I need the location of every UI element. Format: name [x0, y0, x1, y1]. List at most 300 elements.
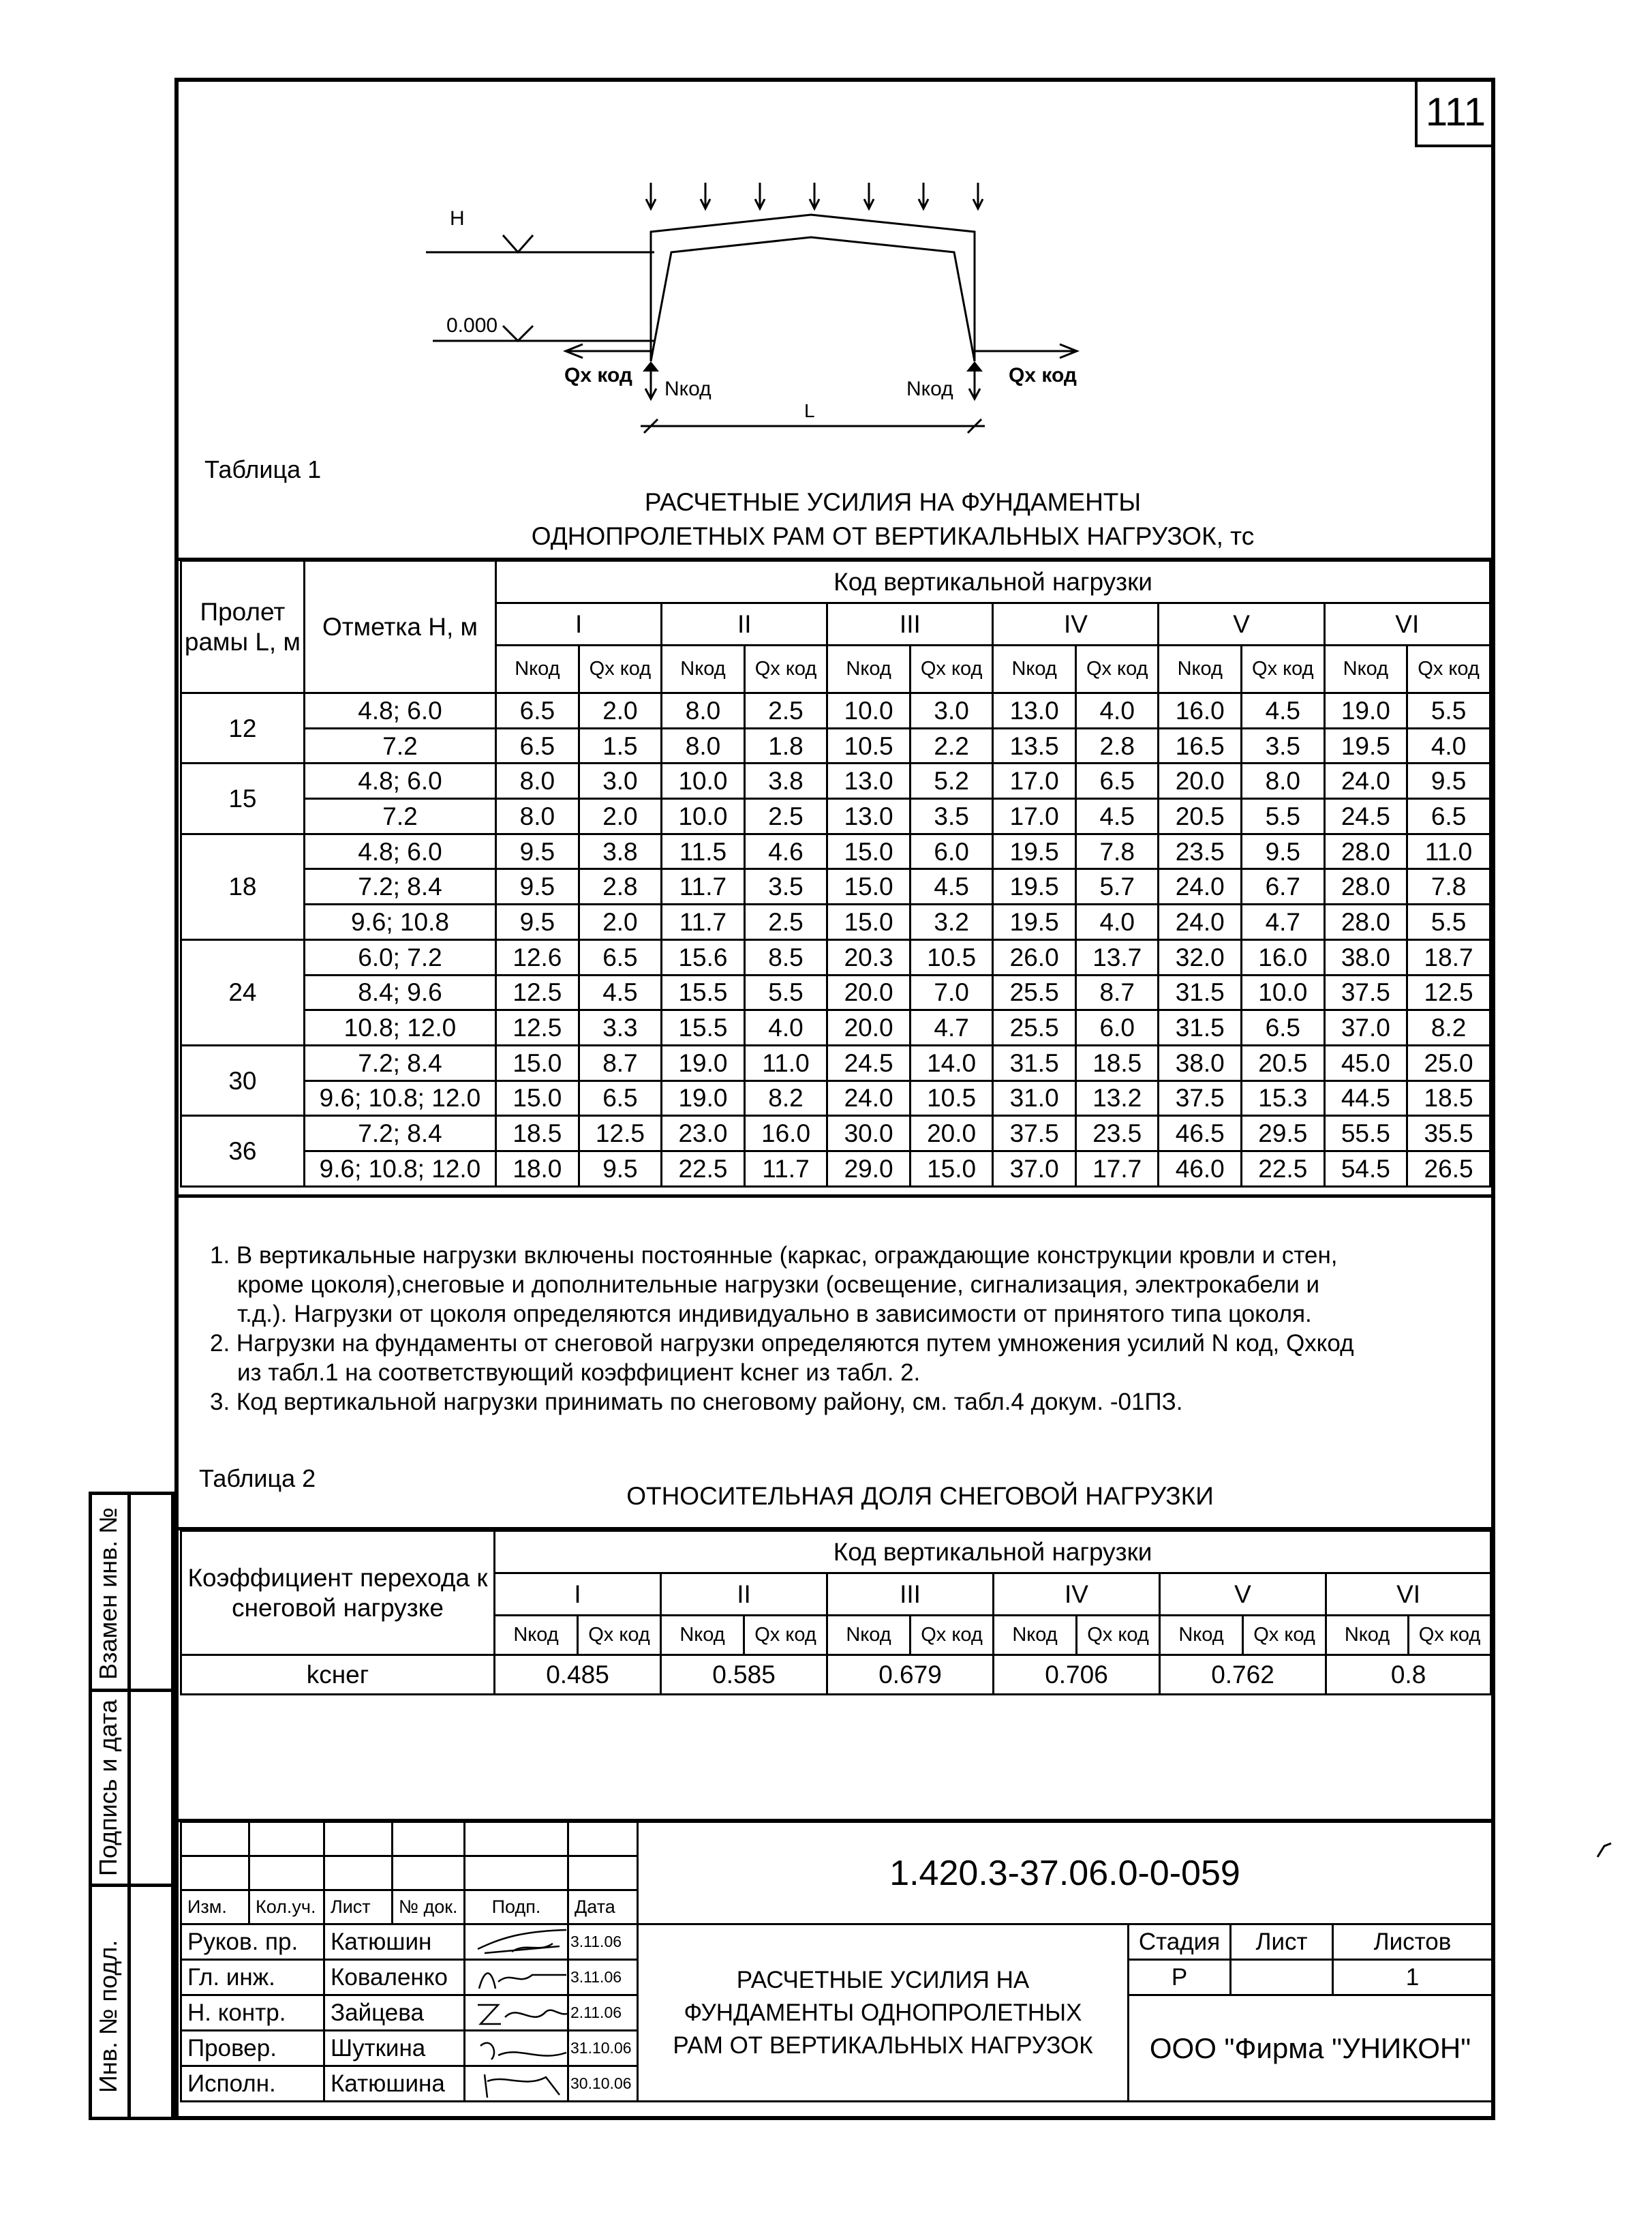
value-cell: 5.5 — [744, 975, 827, 1010]
value-cell: 25.5 — [993, 975, 1076, 1010]
table1-title: РАСЧЕТНЫЕ УСИЛИЯ НА ФУНДАМЕНТЫ ОДНОПРОЛЕТНЫХ РАМ ОТ ВЕРТИКАЛЬНЫХ НАГРУЗОК, тс — [531, 488, 1255, 550]
value-cell: 3.5 — [1242, 728, 1325, 764]
value-cell: 4.5 — [1075, 799, 1159, 834]
label-n-right: Nкод — [906, 378, 953, 400]
sheet-head: Лист — [1231, 1924, 1333, 1960]
value-cell: 2.0 — [579, 799, 662, 834]
value-cell: 6.0 — [1075, 1010, 1159, 1046]
value-cell: 10.0 — [662, 764, 745, 799]
table1-label: Таблица 1 — [204, 455, 322, 483]
value-cell: 19.0 — [662, 1081, 745, 1116]
sub-header-qx: Qx код — [911, 1616, 994, 1655]
value-cell: 16.5 — [1159, 728, 1242, 764]
table-row — [181, 693, 1490, 729]
value-cell: 19.5 — [993, 905, 1076, 940]
value-cell: 28.0 — [1324, 834, 1407, 869]
k-snow-value: 0.706 — [994, 1655, 1160, 1695]
value-cell: 1.8 — [744, 728, 827, 764]
value-cell: 20.0 — [1159, 764, 1242, 799]
person-name: Зайцева — [324, 1995, 465, 2031]
drawing-title: РАСЧЕТНЫЕ УСИЛИЯ НА ФУНДАМЕНТЫ ОДНОПРОЛЕТНЫХ РАМ ОТ ВЕРТИКАЛЬНЫХ НАГРУЗОК — [638, 1924, 1129, 2102]
sheet-number: 111 — [1415, 79, 1494, 147]
mark-cell: 6.0; 7.2 — [304, 939, 495, 975]
value-cell: 13.2 — [1075, 1081, 1159, 1116]
value-cell: 46.0 — [1159, 1151, 1242, 1186]
value-cell: 23.0 — [662, 1116, 745, 1151]
table-row — [181, 799, 1490, 834]
side-sign-date: Подпись и дата — [94, 1699, 122, 1876]
value-cell: 11.0 — [1407, 834, 1490, 869]
sign-date: 30.10.06 — [568, 2066, 638, 2102]
mark-cell: 7.2; 8.4 — [304, 869, 495, 905]
value-cell: 8.5 — [744, 939, 827, 975]
value-cell: 44.5 — [1324, 1081, 1407, 1116]
value-cell: 17.7 — [1075, 1151, 1159, 1186]
value-cell: 15.6 — [662, 939, 745, 975]
span-cell: 30 — [181, 1045, 305, 1115]
mark-cell: 7.2; 8.4 — [304, 1116, 495, 1151]
signature — [471, 1961, 568, 1994]
value-cell: 24.5 — [827, 1045, 911, 1081]
sub-header-n: Nкод — [827, 1616, 911, 1655]
value-cell: 6.5 — [579, 939, 662, 975]
value-cell: 10.0 — [1242, 975, 1325, 1010]
value-cell: 15.0 — [910, 1151, 993, 1186]
sub-header-n: Nкод — [993, 646, 1076, 693]
value-cell: 25.0 — [1407, 1045, 1490, 1081]
col-head: Дата — [568, 1890, 638, 1924]
load-arrow — [864, 183, 874, 209]
stage-value: Р — [1129, 1960, 1231, 1995]
value-cell: 5.7 — [1075, 869, 1159, 905]
sub-header-n: Nкод — [495, 1616, 578, 1655]
value-cell: 12.6 — [496, 939, 579, 975]
mark-cell: 10.8; 12.0 — [304, 1010, 495, 1046]
load-code: I — [496, 603, 662, 646]
sub-header-n: Nкод — [1324, 646, 1407, 693]
k-snow-label: kснег — [181, 1655, 495, 1695]
load-code: IV — [993, 603, 1159, 646]
value-cell: 5.5 — [1407, 693, 1490, 729]
label-qx-left: Qx код — [564, 364, 632, 387]
value-cell: 13.7 — [1075, 939, 1159, 975]
value-cell: 17.0 — [993, 764, 1076, 799]
sub-header-qx: Qx код — [1242, 646, 1325, 693]
person-name: Катюшин — [324, 1924, 465, 1960]
load-arrow — [755, 183, 765, 209]
value-cell: 19.5 — [993, 869, 1076, 905]
value-cell: 2.5 — [744, 905, 827, 940]
table-row — [181, 869, 1490, 905]
label-h: H — [450, 207, 465, 230]
load-arrow — [701, 183, 710, 209]
value-cell: 4.6 — [744, 834, 827, 869]
value-cell: 15.0 — [496, 1045, 579, 1081]
value-cell: 15.0 — [827, 869, 911, 905]
value-cell: 55.5 — [1324, 1116, 1407, 1151]
sub-header-n: Nкод — [1159, 646, 1242, 693]
value-cell: 31.5 — [1159, 975, 1242, 1010]
label-n-left: Nкод — [664, 378, 712, 400]
mark-cell: 8.4; 9.6 — [304, 975, 495, 1010]
value-cell: 11.5 — [662, 834, 745, 869]
value-cell: 16.0 — [1242, 939, 1325, 975]
value-cell: 12.5 — [496, 1010, 579, 1046]
value-cell: 3.5 — [744, 869, 827, 905]
value-cell: 10.5 — [910, 939, 993, 975]
value-cell: 8.0 — [496, 764, 579, 799]
load-code: V — [1159, 603, 1324, 646]
load-arrow — [810, 183, 819, 209]
value-cell: 5.5 — [1242, 799, 1325, 834]
load-code: I — [495, 1573, 661, 1616]
frame-diagram — [409, 170, 1125, 443]
value-cell: 9.5 — [1242, 834, 1325, 869]
value-cell: 46.5 — [1159, 1116, 1242, 1151]
mark-cell: 4.8; 6.0 — [304, 693, 495, 729]
span-cell: 24 — [181, 939, 305, 1045]
span-cell: 18 — [181, 834, 305, 939]
value-cell: 4.5 — [579, 975, 662, 1010]
value-cell: 13.0 — [827, 799, 911, 834]
value-cell: 9.5 — [496, 834, 579, 869]
load-arrow — [646, 183, 656, 209]
mark-cell: 9.6; 10.8 — [304, 905, 495, 940]
value-cell: 7.0 — [910, 975, 993, 1010]
value-cell: 2.2 — [910, 728, 993, 764]
load-code: VI — [1326, 1573, 1491, 1616]
value-cell: 3.3 — [579, 1010, 662, 1046]
value-cell: 8.0 — [1242, 764, 1325, 799]
label-span-l: L — [804, 400, 815, 421]
value-cell: 22.5 — [662, 1151, 745, 1186]
value-cell: 6.7 — [1242, 869, 1325, 905]
load-code: III — [827, 1573, 994, 1616]
value-cell: 20.3 — [827, 939, 911, 975]
side-replaced-inv: Взамен инв. № — [94, 1507, 122, 1680]
sub-header-qx: Qx код — [1407, 646, 1490, 693]
table-row — [181, 1116, 1490, 1151]
k-snow-value: 0.485 — [495, 1655, 661, 1695]
value-cell: 4.5 — [910, 869, 993, 905]
value-cell: 12.5 — [496, 975, 579, 1010]
value-cell: 6.5 — [1407, 799, 1490, 834]
value-cell: 4.0 — [1075, 905, 1159, 940]
value-cell: 37.0 — [993, 1151, 1076, 1186]
value-cell: 3.0 — [579, 764, 662, 799]
load-code-header: Код вертикальной нагрузки — [496, 561, 1490, 603]
value-cell: 7.8 — [1407, 869, 1490, 905]
sub-header-qx: Qx код — [1409, 1616, 1491, 1655]
value-cell: 15.5 — [662, 975, 745, 1010]
value-cell: 6.0 — [910, 834, 993, 869]
value-cell: 30.0 — [827, 1116, 911, 1151]
value-cell: 3.8 — [579, 834, 662, 869]
title-block — [180, 1821, 1493, 2102]
mark-cell: 4.8; 6.0 — [304, 764, 495, 799]
value-cell: 8.0 — [496, 799, 579, 834]
value-cell: 10.5 — [827, 728, 911, 764]
value-cell: 18.0 — [496, 1151, 579, 1186]
snow-share-table — [180, 1530, 1492, 1695]
side-inv-orig: Инв. № подл. — [94, 1939, 122, 2093]
value-cell: 8.0 — [662, 728, 745, 764]
value-cell: 23.5 — [1159, 834, 1242, 869]
sub-header-qx: Qx код — [1077, 1616, 1160, 1655]
value-cell: 23.5 — [1075, 1116, 1159, 1151]
role: Руков. пр. — [181, 1924, 324, 1960]
load-code: VI — [1324, 603, 1490, 646]
mark-cell: 4.8; 6.0 — [304, 834, 495, 869]
value-cell: 10.0 — [662, 799, 745, 834]
sign-date: 3.11.06 — [568, 1960, 638, 1995]
mark-cell: 9.6; 10.8; 12.0 — [304, 1151, 495, 1186]
value-cell: 11.7 — [662, 869, 745, 905]
value-cell: 2.8 — [579, 869, 662, 905]
signature — [471, 1997, 568, 2029]
col-head: Изм. — [181, 1890, 249, 1924]
value-cell: 4.0 — [744, 1010, 827, 1046]
role: Провер. — [181, 2031, 324, 2066]
value-cell: 8.7 — [579, 1045, 662, 1081]
sign-date: 2.11.06 — [568, 1995, 638, 2031]
value-cell: 18.5 — [1407, 1081, 1490, 1116]
value-cell: 37.0 — [1324, 1010, 1407, 1046]
value-cell: 29.0 — [827, 1151, 911, 1186]
value-cell: 4.0 — [1075, 693, 1159, 729]
value-cell: 9.5 — [496, 905, 579, 940]
value-cell: 31.5 — [1159, 1010, 1242, 1046]
label-qx-right: Qx код — [1009, 364, 1077, 387]
table-row — [181, 1151, 1490, 1186]
value-cell: 12.5 — [579, 1116, 662, 1151]
value-cell: 2.0 — [579, 693, 662, 729]
value-cell: 3.8 — [744, 764, 827, 799]
signature — [471, 1926, 568, 1959]
person-name: Коваленко — [324, 1960, 465, 1995]
sub-header-qx: Qx код — [578, 1616, 661, 1655]
value-cell: 6.5 — [1242, 1010, 1325, 1046]
span-cell: 15 — [181, 764, 305, 834]
value-cell: 15.0 — [496, 1081, 579, 1116]
value-cell: 35.5 — [1407, 1116, 1490, 1151]
note-line: 1. В вертикальные нагрузки включены постоянные (каркас, ограждающие конструкции кровли и стен, — [210, 1242, 1338, 1269]
sub-header-n: Nкод — [661, 1616, 744, 1655]
sub-header-qx: Qx код — [579, 646, 662, 693]
value-cell: 9.5 — [579, 1151, 662, 1186]
value-cell: 13.0 — [827, 764, 911, 799]
signature — [471, 2068, 568, 2100]
sub-header-qx: Qx код — [1243, 1616, 1326, 1655]
value-cell: 14.0 — [910, 1045, 993, 1081]
table-row — [181, 764, 1490, 799]
value-cell: 15.5 — [662, 1010, 745, 1046]
col-head: Подп. — [465, 1890, 568, 1924]
value-cell: 45.0 — [1324, 1045, 1407, 1081]
sign-date: 31.10.06 — [568, 2031, 638, 2066]
sub-header-n: Nкод — [1326, 1616, 1409, 1655]
value-cell: 8.7 — [1075, 975, 1159, 1010]
value-cell: 15.3 — [1242, 1081, 1325, 1116]
span-header: Пролет рамы L, м — [181, 561, 305, 693]
label-zero-level: 0.000 — [446, 314, 498, 337]
value-cell: 2.0 — [579, 905, 662, 940]
value-cell: 28.0 — [1324, 869, 1407, 905]
k-snow-value: 0.8 — [1326, 1655, 1491, 1695]
value-cell: 24.0 — [1159, 905, 1242, 940]
value-cell: 22.5 — [1242, 1151, 1325, 1186]
value-cell: 9.5 — [496, 869, 579, 905]
value-cell: 24.0 — [827, 1081, 911, 1116]
value-cell: 31.0 — [993, 1081, 1076, 1116]
note-line: из табл.1 на соответствующий коэффициент kснег из табл. 2. — [237, 1359, 921, 1386]
table2-title: ОТНОСИТЕЛЬНАЯ ДОЛЯ СНЕГОВОЙ НАГРУЗКИ — [626, 1482, 1214, 1510]
value-cell: 3.0 — [910, 693, 993, 729]
value-cell: 2.5 — [744, 693, 827, 729]
value-cell: 20.5 — [1159, 799, 1242, 834]
value-cell: 11.7 — [744, 1151, 827, 1186]
value-cell: 20.0 — [910, 1116, 993, 1151]
value-cell: 12.5 — [1407, 975, 1490, 1010]
role: Гл. инж. — [181, 1960, 324, 1995]
value-cell: 15.0 — [827, 834, 911, 869]
value-cell: 19.0 — [662, 1045, 745, 1081]
value-cell: 3.2 — [910, 905, 993, 940]
value-cell: 17.0 — [993, 799, 1076, 834]
value-cell: 5.2 — [910, 764, 993, 799]
value-cell: 26.5 — [1407, 1151, 1490, 1186]
value-cell: 37.5 — [1324, 975, 1407, 1010]
value-cell: 7.8 — [1075, 834, 1159, 869]
table-row — [181, 834, 1490, 869]
table-row — [181, 939, 1490, 975]
k-snow-value: 0.762 — [1160, 1655, 1326, 1695]
sub-header-n: Nкод — [662, 646, 745, 693]
value-cell: 4.7 — [1242, 905, 1325, 940]
value-cell: 10.5 — [910, 1081, 993, 1116]
company-name: ООО "Фирма "УНИКОН" — [1129, 1995, 1493, 2102]
value-cell: 2.8 — [1075, 728, 1159, 764]
forces-table — [180, 560, 1491, 1188]
value-cell: 19.0 — [1324, 693, 1407, 729]
person-name: Катюшина — [324, 2066, 465, 2102]
sub-header-n: Nкод — [827, 646, 911, 693]
k-snow-value: 0.679 — [827, 1655, 994, 1695]
value-cell: 16.0 — [1159, 693, 1242, 729]
mark-cell: 7.2 — [304, 799, 495, 834]
value-cell: 9.5 — [1407, 764, 1490, 799]
load-arrow — [973, 183, 983, 209]
table-row — [181, 1081, 1490, 1116]
note-line: 3. Код вертикальной нагрузки принимать по снеговому району, см. табл.4 докум. -01ПЗ. — [210, 1389, 1183, 1415]
value-cell: 20.0 — [827, 1010, 911, 1046]
mark-cell: 7.2 — [304, 728, 495, 764]
mark-cell: 9.6; 10.8; 12.0 — [304, 1081, 495, 1116]
value-cell: 1.5 — [579, 728, 662, 764]
sub-header-n: Nкод — [994, 1616, 1077, 1655]
signature — [471, 2032, 568, 2065]
sheet-value — [1231, 1960, 1333, 1995]
col-head: Кол.уч. — [249, 1890, 324, 1924]
value-cell: 16.0 — [744, 1116, 827, 1151]
value-cell: 54.5 — [1324, 1151, 1407, 1186]
value-cell: 4.0 — [1407, 728, 1490, 764]
value-cell: 24.0 — [1324, 764, 1407, 799]
k-snow-value: 0.585 — [661, 1655, 827, 1695]
value-cell: 15.0 — [827, 905, 911, 940]
value-cell: 37.5 — [993, 1116, 1076, 1151]
sub-header-n: Nкод — [496, 646, 579, 693]
value-cell: 8.2 — [744, 1081, 827, 1116]
col-head: № док. — [393, 1890, 465, 1924]
table2-label: Таблица 2 — [199, 1464, 316, 1492]
value-cell: 20.5 — [1242, 1045, 1325, 1081]
mark-cell: 7.2; 8.4 — [304, 1045, 495, 1081]
value-cell: 24.0 — [1159, 869, 1242, 905]
value-cell: 5.5 — [1407, 905, 1490, 940]
sign-date: 3.11.06 — [568, 1924, 638, 1960]
value-cell: 4.7 — [910, 1010, 993, 1046]
value-cell: 26.0 — [993, 939, 1076, 975]
value-cell: 6.5 — [496, 693, 579, 729]
table-row — [181, 905, 1490, 940]
value-cell: 37.5 — [1159, 1081, 1242, 1116]
coef-header: Коэффициент перехода к снеговой нагрузке — [181, 1531, 495, 1655]
mark-header: Отметка Н, м — [304, 561, 495, 693]
value-cell: 29.5 — [1242, 1116, 1325, 1151]
value-cell: 13.5 — [993, 728, 1076, 764]
value-cell: 20.0 — [827, 975, 911, 1010]
sub-header-qx: Qx код — [744, 646, 827, 693]
load-arrow — [919, 183, 928, 209]
col-head: Лист — [324, 1890, 393, 1924]
value-cell: 24.5 — [1324, 799, 1407, 834]
value-cell: 4.5 — [1242, 693, 1325, 729]
value-cell: 19.5 — [1324, 728, 1407, 764]
role: Исполн. — [181, 2066, 324, 2102]
load-code: III — [827, 603, 993, 646]
note-line: кроме цоколя),снеговые и дополнительные нагрузки (освещение, сигнализация, электрокабели и — [237, 1271, 1320, 1298]
load-code: II — [661, 1573, 827, 1616]
sub-header-qx: Qx код — [744, 1616, 827, 1655]
value-cell: 28.0 — [1324, 905, 1407, 940]
load-code: IV — [994, 1573, 1160, 1616]
person-name: Шуткина — [324, 2031, 465, 2066]
load-code-header: Код вертикальной нагрузки — [495, 1531, 1491, 1573]
note-line: 2. Нагрузки на фундаменты от снеговой нагрузки определяются путем умножения усилий N код, Qxкод — [210, 1330, 1354, 1357]
load-code: II — [662, 603, 827, 646]
value-cell: 8.2 — [1407, 1010, 1490, 1046]
sub-header-n: Nкод — [1160, 1616, 1243, 1655]
margin-mark — [1595, 1841, 1615, 1861]
load-code: V — [1160, 1573, 1326, 1616]
value-cell: 11.0 — [744, 1045, 827, 1081]
notes — [210, 1241, 1409, 1417]
value-cell: 38.0 — [1159, 1045, 1242, 1081]
value-cell: 2.5 — [744, 799, 827, 834]
value-cell: 18.5 — [1075, 1045, 1159, 1081]
value-cell: 6.5 — [496, 728, 579, 764]
sheets-head: Листов — [1333, 1924, 1493, 1960]
value-cell: 18.5 — [496, 1116, 579, 1151]
span-cell: 36 — [181, 1116, 305, 1186]
span-cell: 12 — [181, 693, 305, 764]
value-cell: 31.5 — [993, 1045, 1076, 1081]
table-row — [181, 1045, 1490, 1081]
value-cell: 6.5 — [579, 1081, 662, 1116]
value-cell: 25.5 — [993, 1010, 1076, 1046]
sub-header-qx: Qx код — [910, 646, 993, 693]
